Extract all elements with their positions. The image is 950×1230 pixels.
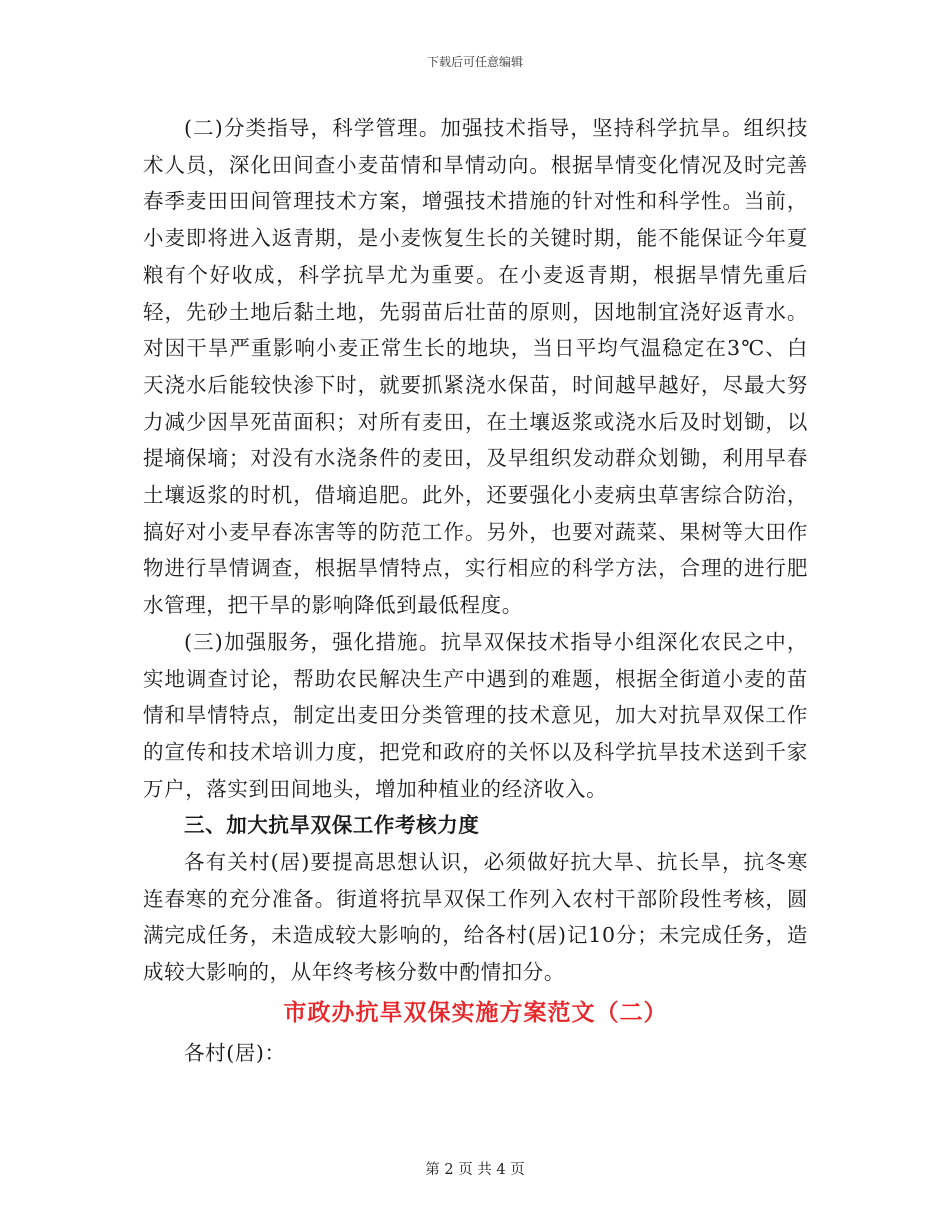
section-heading-assessment: 三、加大抗旱双保工作考核力度 <box>184 813 480 838</box>
document-body <box>143 110 808 1072</box>
paragraph-strengthen-service: (三)加强服务，强化措施。抗旱双保技术指导小组深化农民之中，实地调查讨论，帮助农民解决生产中遇到的难题，根据全街道小麦的苗情和旱情特点，制定出麦田分类管理的技术意见，加大对抗旱双保工作的宣传和技术培训力度，把党和政府的关怀以及科学抗旱技术送到千家万户，落实到田间地头，增加种植业的经济收入。 <box>143 629 808 801</box>
page-number: 第 2 页 共 4 页 <box>425 1162 525 1178</box>
paragraph-classified-guidance: (二)分类指导，科学管理。加强技术指导，坚持科学抗旱。组织技术人员，深化田间查小麦苗情和旱情动向。根据旱情变化情况及时完善春季麦田田间管理技术方案，增强技术措施的针对性和科学性。当前，小麦即将进入返青期，是小麦恢复生长的关键时期，能不能保证今年夏粮有个好收成，科学抗旱尤为重要。在小麦返青期，根据旱情先重后轻，先砂土地后黏土地，先弱苗后壮苗的原则，因地制宜浇好返青水。对因干旱严重影响小麦正常生长的地块，当日平均气温稳定在3℃、白天浇水后能较快渗下时，就要抓紧浇水保苗，时间越早越好，尽最大努力减少因旱死苗面积；对所有麦田，在土壤返浆或浇水后及时划锄，以提墒保墒；对没有水浇条件的麦田，及早组织发动群众划锄，利用早春土壤返浆的时机，借墒追肥。此外，还要强化小麦病虫草害综合防治，搞好对小麦早春冻害等的防范工作。另外，也要对蔬菜、果树等大田作物进行旱情调查，根据旱情特点，实行相应的科学方法，合理的进行肥水管理，把干旱的影响降低到最低程度。 <box>143 116 808 618</box>
page-header-note: 下载后可任意编辑 <box>426 55 523 69</box>
salutation: 各村(居)： <box>184 1040 286 1065</box>
document-title: 市政办抗旱双保实施方案范文（二） <box>283 998 668 1026</box>
paragraph-assessment: 各有关村(居)要提高思想认识，必须做好抗大旱、抗长旱，抗冬寒连春寒的充分准备。街道将抗旱双保工作列入农村干部阶段性考核，圆满完成任务，未造成较大影响的，给各村(居)记10分；未完成任务，造成较大影响的，从年终考核分数中酌情扣分。 <box>143 850 808 985</box>
